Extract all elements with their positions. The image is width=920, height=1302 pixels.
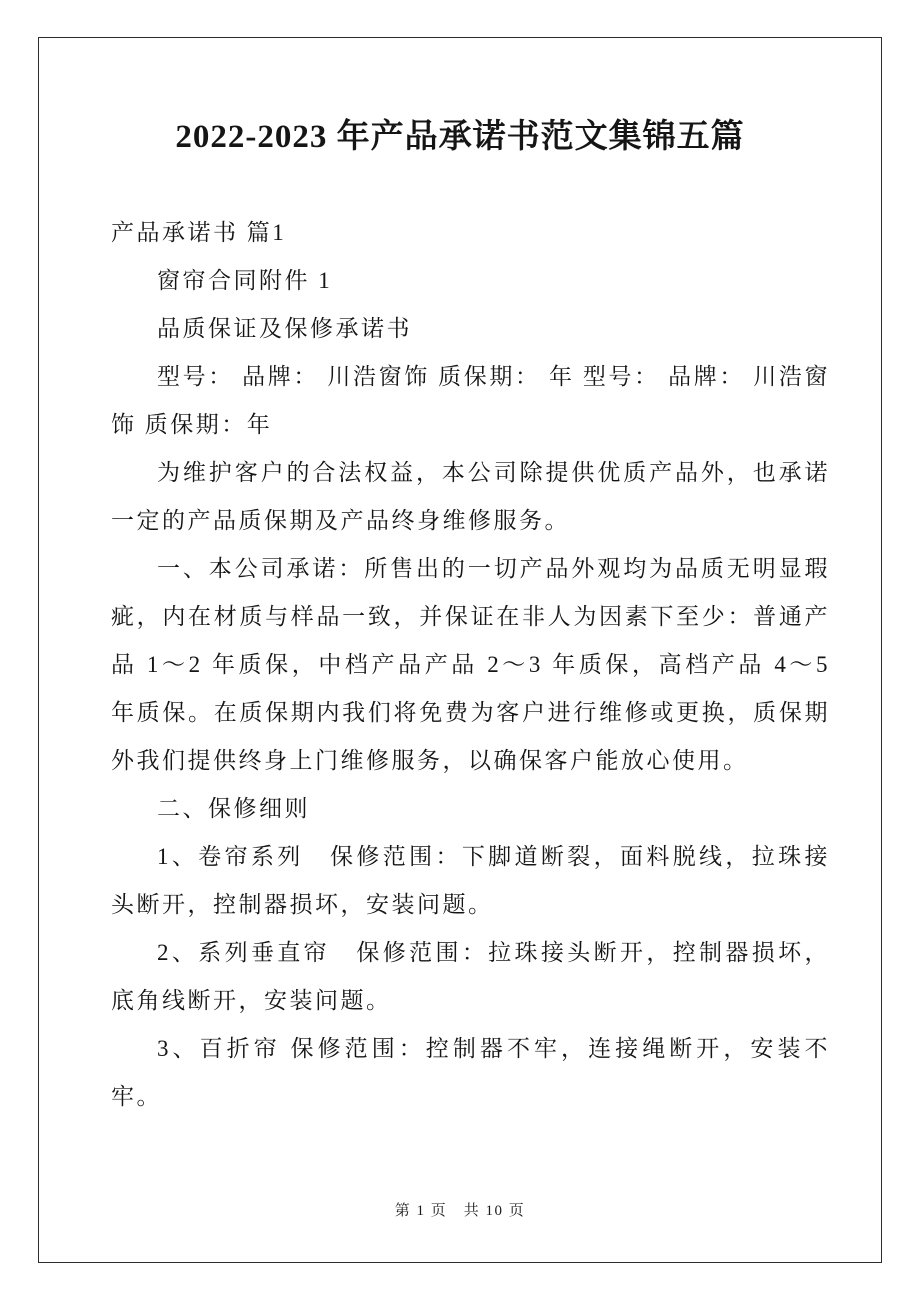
paragraph: 产品承诺书 篇1 [111, 220, 287, 245]
paragraph: 型号： 品牌： 川浩窗饰 质保期： 年 型号： 品牌： 川浩窗饰 质保期：年 [111, 364, 831, 437]
paragraph: 1、卷帘系列 保修范围：下脚道断裂，面料脱线，拉珠接头断开，控制器损坏，安装问题。 [111, 844, 830, 917]
paragraph: 窗帘合同附件 1 [157, 268, 333, 293]
paragraph: 二、保修细则 [157, 796, 310, 821]
paragraph: 品质保证及保修承诺书 [157, 316, 412, 341]
paragraph: 2、系列垂直帘 保修范围：拉珠接头断开，控制器损坏，底角线断开，安装问题。 [111, 940, 830, 1013]
document-body [111, 209, 830, 1121]
paragraph: 3、百折帘 保修范围：控制器不牢，连接绳断开，安装不牢。 [111, 1036, 830, 1109]
document-title: 2022-2023 年产品承诺书范文集锦五篇 [175, 119, 745, 155]
page-number-text: 第 1 页 共 10 页 [394, 1203, 526, 1219]
page-footer [0, 1199, 920, 1220]
paragraph: 为维护客户的合法权益，本公司除提供优质产品外，也承诺一定的产品质保期及产品终身维修服务。 [111, 460, 830, 533]
paragraph: 一、本公司承诺：所售出的一切产品外观均为品质无明显瑕疵，内在材质与样品一致，并保证在非人为因素下至少：普通产品 1～2 年质保，中档产品产品 2～3 年质保，高档产品 4～5 年质保。在质保期内我们将免费为客户进行维修或更换，质保期外我们提供终身上门维修服务，以确保客户能放心使用。 [111, 556, 830, 773]
